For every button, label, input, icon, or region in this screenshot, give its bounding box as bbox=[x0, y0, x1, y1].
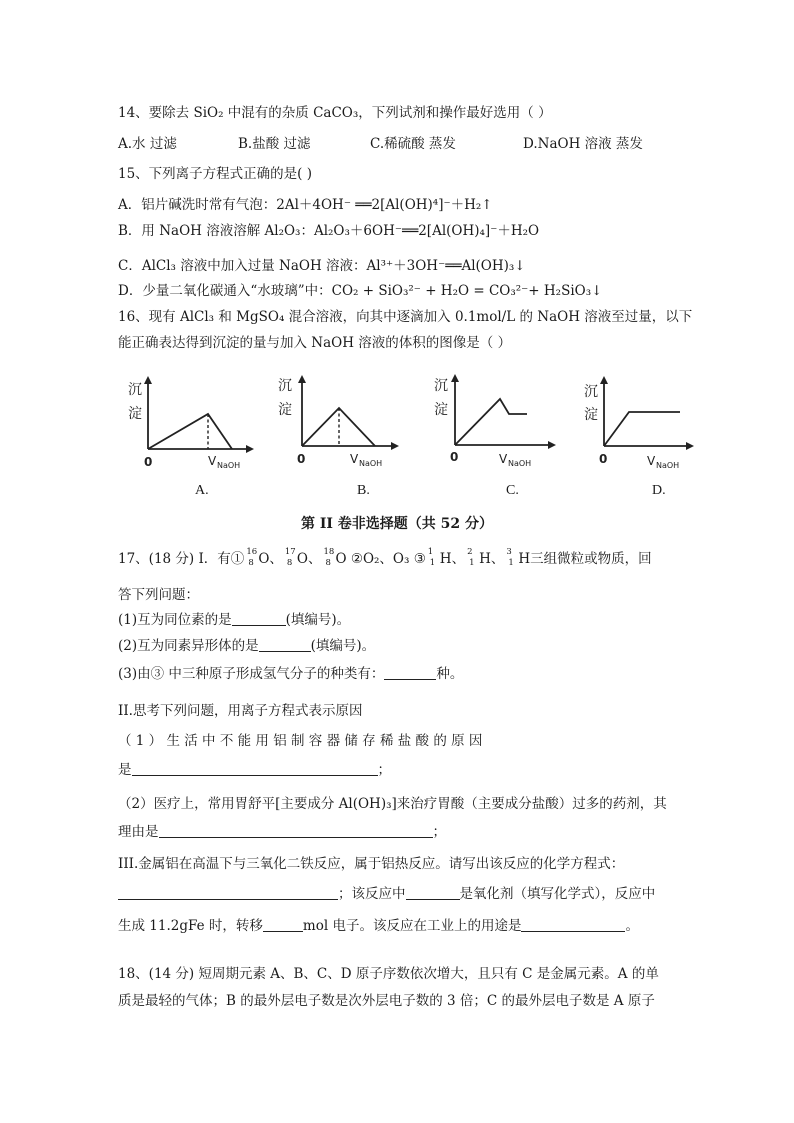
answer-blank-iii-use[interactable] bbox=[521, 916, 625, 932]
graph-b-ylabel-1: 沉 bbox=[278, 378, 292, 394]
q14-option-d: D.NaOH 溶液 蒸发 bbox=[523, 136, 643, 152]
q17-ii-head: II.思考下列问题，用离子方程式表示原因 bbox=[118, 703, 363, 719]
isotope-o16: 16 8 bbox=[246, 547, 258, 568]
graph-c-xlabel-sub: NaOH bbox=[508, 459, 532, 468]
graph-d-ylabel-1: 沉 bbox=[584, 384, 598, 400]
graph-b-origin: 0 bbox=[297, 452, 306, 466]
q17-ii2-line1: （2）医疗上，常用胃舒平[主要成分 Al(OH)₃]来治疗胃酸（主要成分盐酸）过多的药剂，其 bbox=[118, 796, 667, 812]
q16-stem-line1: 16、现有 AlCl₃ 和 MgSO₄ 混合溶液，向其中逐滴加入 0.1mol/L 的 NaOH 溶液至过量，以下 bbox=[118, 309, 693, 325]
graph-label-c: C. bbox=[506, 483, 519, 498]
answer-blank-ii2[interactable] bbox=[159, 822, 433, 838]
graph-d-ylabel-2: 淀 bbox=[584, 407, 598, 423]
q17-ii1-line2: 是 ； bbox=[118, 762, 391, 778]
graph-a-x-arrow bbox=[246, 445, 254, 453]
isotope-o18: 18 8 bbox=[323, 547, 335, 568]
q14-option-c: C.稀硫酸 蒸发 bbox=[370, 136, 456, 152]
answer-blank-ii1[interactable] bbox=[132, 760, 378, 776]
q15-option-c: C．AlCl₃ 溶液中加入过量 NaOH 溶液：Al³⁺＋3OH⁻══Al(OH)₃↓ bbox=[118, 258, 526, 274]
graph-b-xlabel-sub: NaOH bbox=[359, 459, 383, 468]
q15-option-a: A．铝片碱洗时常有气泡：2Al＋4OH⁻ ══2[Al(OH)⁴]⁻＋H₂↑ bbox=[118, 197, 493, 213]
q14-option-a: A.水 过滤 bbox=[118, 136, 177, 152]
graph-a-ylabel-2: 淀 bbox=[128, 406, 142, 422]
graph-b-x-arrow bbox=[391, 442, 399, 450]
graph-c-ylabel-2: 淀 bbox=[434, 402, 448, 418]
graph-label-a: A. bbox=[195, 483, 209, 498]
q18-line1: 18、(14 分) 短周期元素 A、B、C、D 原子序数依次增大，且只有 C 是金属元素。A 的单 bbox=[118, 966, 659, 982]
q17-line1: 17、(18 分) I．有① 16 8 O、 17 8 O、 18 8 O ②O₂、O₃ ③ 1 1 H、 2 1 H、 3 1 H三组微粒或物质，回 bbox=[118, 547, 652, 568]
q14-option-b: B.盐酸 过滤 bbox=[238, 136, 311, 152]
graph-d-origin: 0 bbox=[599, 452, 608, 466]
q17-head: 17、(18 分) I．有① bbox=[118, 551, 245, 567]
q17-iii-line1: III.金属铝在高温下与三氧化二铁反应，属于铝热反应。请写出该反应的化学方程式： bbox=[118, 856, 625, 872]
graph-d-curve bbox=[604, 412, 680, 446]
graph-a-origin: 0 bbox=[144, 455, 153, 469]
graph-b-xlabel: V bbox=[350, 452, 359, 466]
isotope-o17: 17 8 bbox=[284, 547, 296, 568]
answer-blank-iii-electrons[interactable] bbox=[263, 916, 303, 932]
q17-part3: (3)由③ 中三种原子形成氢气分子的种类有： 种。 bbox=[118, 666, 464, 682]
q18-line2: 质是最轻的气体；B 的最外层电子数是次外层电子数的 3 倍；C 的最外层电子数是 A 原子 bbox=[118, 993, 655, 1009]
q14-stem: 14、要除去 SiO₂ 中混有的杂质 CaCO₃，下列试剂和操作最好选用（ ） bbox=[118, 105, 552, 121]
graph-label-b: B. bbox=[357, 483, 370, 498]
graph-c-origin: 0 bbox=[450, 450, 459, 464]
q17-ii1-line1: （ 1 ） 生 活 中 不 能 用 铝 制 容 器 储 存 稀 盐 酸 的 原 因 bbox=[118, 733, 483, 749]
graph-c-x-arrow bbox=[548, 441, 556, 449]
graph-c-y-arrow bbox=[451, 374, 459, 382]
graph-c-ylabel-1: 沉 bbox=[434, 378, 448, 394]
graph-a-curve bbox=[148, 414, 232, 449]
q16-stem-line2: 能正确表达得到沉淀的量与加入 NaOH 溶液的体积的图像是（ ） bbox=[118, 335, 512, 351]
q17-ii2-line2: 理由是 ； bbox=[118, 824, 446, 840]
graph-b bbox=[275, 370, 445, 480]
q17-part2: (2)互为同素异形体的是 (填编号)。 bbox=[118, 638, 376, 654]
q17-iii-line3: 生成 11.2gFe 时，转移 mol 电子。该反应在工业上的用途是 。 bbox=[118, 918, 639, 934]
graph-a-xlabel-sub: NaOH bbox=[217, 461, 241, 470]
q17-part1: (1)互为同位素的是 (填编号)。 bbox=[118, 612, 351, 628]
graph-a-ylabel-1: 沉 bbox=[128, 382, 142, 398]
answer-blank-iii-oxidant[interactable] bbox=[406, 884, 460, 900]
graph-d-xlabel: V bbox=[647, 454, 656, 468]
graph-d-x-arrow bbox=[686, 442, 694, 450]
graph-c bbox=[432, 370, 602, 480]
q15-stem: 15、下列离子方程式正确的是( ) bbox=[118, 166, 313, 182]
q17-iii-line2: ；该反应中 是氧化剂（填写化学式），反应中 bbox=[118, 884, 655, 904]
isotope-h2: 2 1 bbox=[467, 547, 475, 568]
graph-label-d: D. bbox=[652, 483, 666, 498]
answer-blank-3[interactable] bbox=[384, 664, 436, 680]
graph-a-xlabel: V bbox=[208, 454, 217, 468]
graph-c-curve bbox=[455, 399, 527, 445]
graph-c-xlabel: V bbox=[499, 452, 508, 466]
isotope-h1: 1 1 bbox=[427, 547, 436, 568]
graph-a bbox=[124, 370, 294, 480]
q17-line2: 答下列问题： bbox=[118, 587, 199, 603]
graph-b-y-arrow bbox=[298, 375, 306, 383]
graph-a-y-arrow bbox=[144, 376, 152, 384]
graph-d-y-arrow bbox=[600, 376, 608, 384]
answer-blank-2[interactable] bbox=[259, 636, 311, 652]
graph-d-xlabel-sub: NaOH bbox=[656, 461, 680, 470]
graph-d bbox=[582, 370, 752, 480]
answer-blank-1[interactable] bbox=[232, 610, 286, 626]
answer-blank-iii-equation[interactable] bbox=[118, 884, 338, 900]
isotope-h3: 3 1 bbox=[506, 547, 514, 568]
section-title: 第 II 卷非选择题（共 52 分） bbox=[300, 516, 494, 532]
q15-option-b: B．用 NaOH 溶液溶解 Al₂O₃：Al₂O₃＋6OH⁻══2[Al(OH)₄]⁻＋H₂O bbox=[118, 223, 540, 239]
q15-option-d: D．少量二氧化碳通入“水玻璃”中：CO₂ + SiO₃²⁻ + H₂O = CO₃²⁻+ H₂SiO₃↓ bbox=[118, 283, 603, 299]
graph-b-ylabel-2: 淀 bbox=[278, 402, 292, 418]
